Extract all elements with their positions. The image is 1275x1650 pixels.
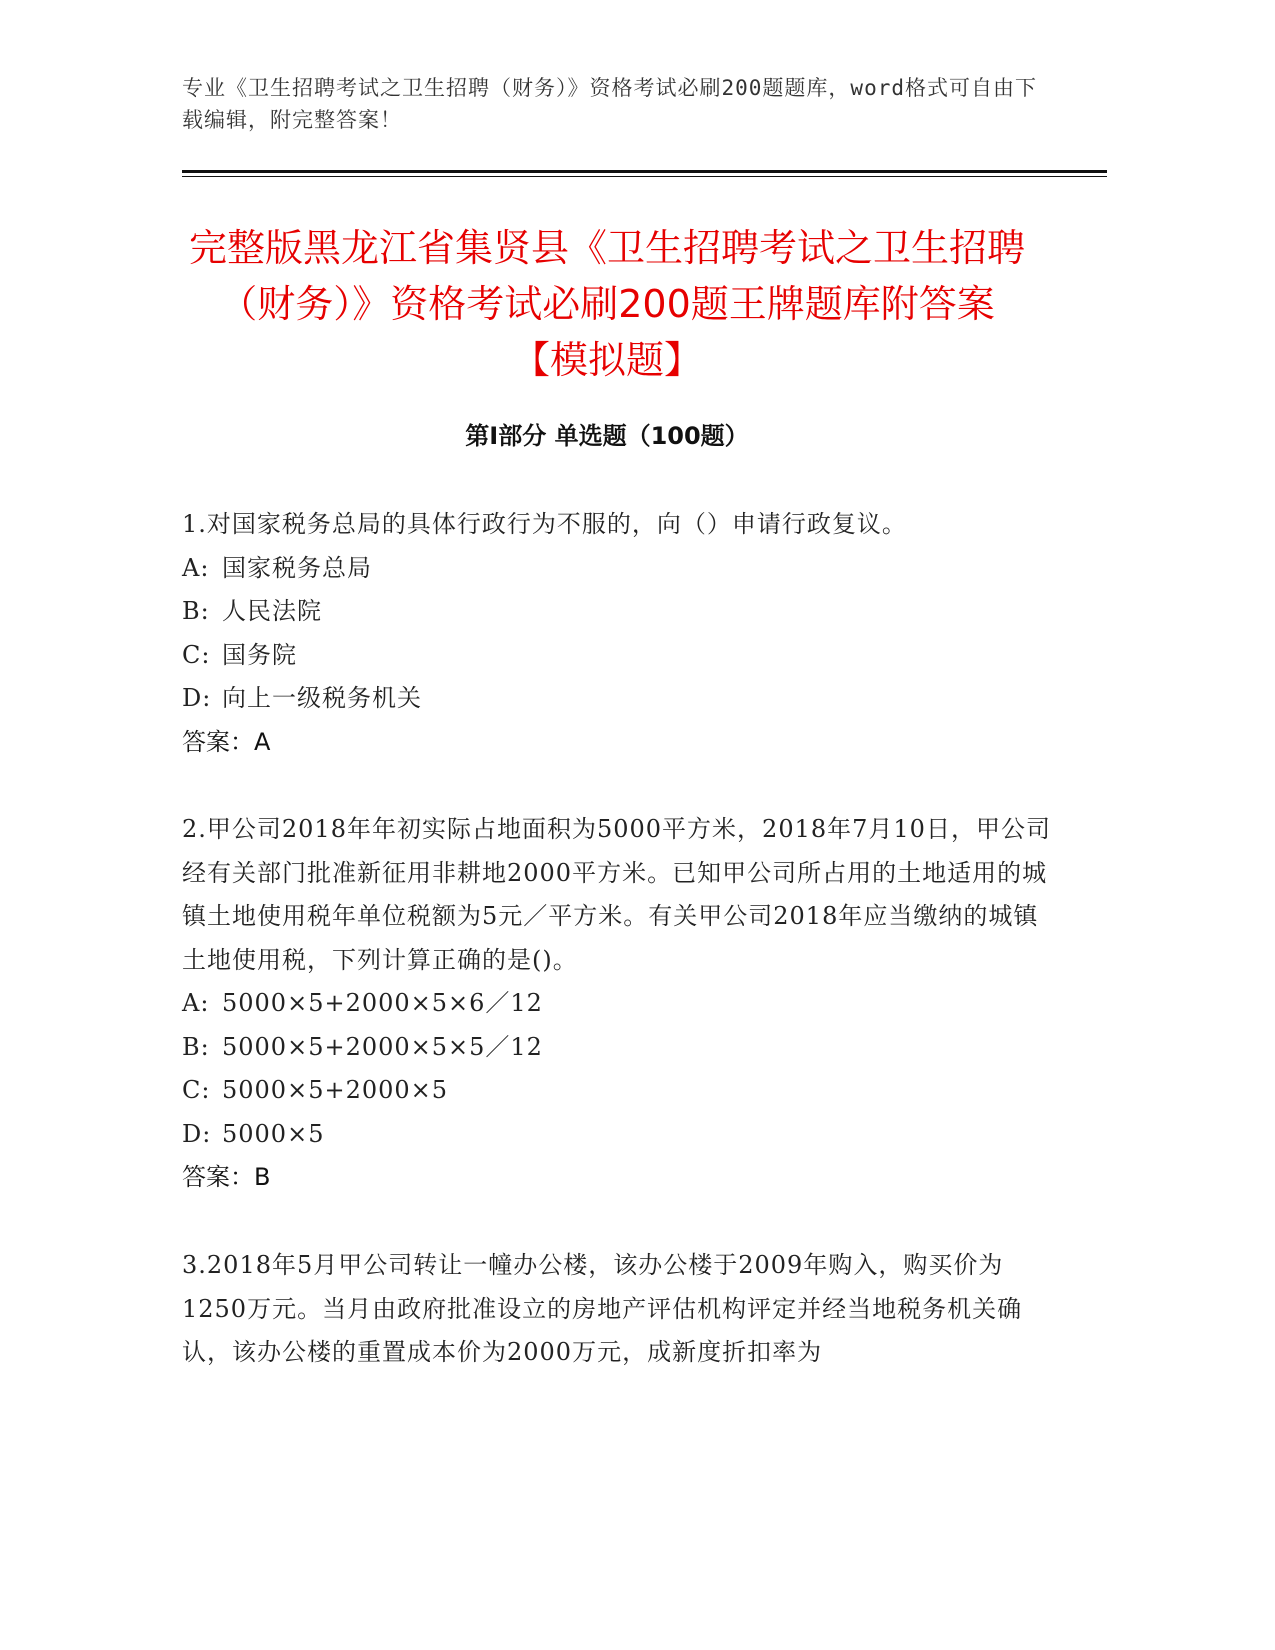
option-d (182, 1113, 1062, 1157)
question-stem: 3.2018年5月甲公司转让一幢办公楼，该办公楼于2009年购入，购买价为1250万元。当月由政府批准设立的房地产评估机构评定并经当地税务机关确认，该办公楼的重置成本价为2000万元，成新度折扣率为 (182, 1251, 1023, 1366)
question-stem: 2.甲公司2018年年初实际占地面积为5000平方米，2018年7月10日，甲公司经有关部门批准新征用非耕地2000平方米。已知甲公司所占用的土地适用的城镇土地使用税年单位税额为5元／平方米。有关甲公司2018年应当缴纳的城镇土地使用税，下列计算正确的是()。 (182, 815, 1051, 974)
option-letter: A: (182, 553, 210, 582)
option-a (182, 982, 1062, 1026)
header-rule-thin (182, 176, 1107, 177)
option-text: 国务院 (222, 640, 297, 669)
question-stem: 1.对国家税务总局的具体行政行为不服的，向（）申请行政复议。 (182, 510, 907, 538)
option-c (182, 1069, 1062, 1113)
answer-line: 答案：A (182, 727, 271, 756)
option-letter: C: (182, 640, 211, 669)
question-1 (182, 503, 1062, 764)
option-d (182, 677, 1062, 721)
header-rule-thick (182, 170, 1107, 173)
option-text: 人民法院 (222, 597, 322, 625)
option-letter: C: (182, 1076, 211, 1104)
option-a (182, 547, 1062, 591)
option-text: 5000×5+2000×5×5／12 (222, 1032, 543, 1061)
option-text: 5000×5 (222, 1119, 325, 1148)
header-note: 专业《卫生招聘考试之卫生招聘（财务）》资格考试必刷200题题库，word格式可自由下载编辑，附完整答案！ (182, 76, 1037, 132)
option-letter: B: (182, 597, 210, 625)
option-text: 国家税务总局 (222, 553, 372, 582)
document-title: 完整版黑龙江省集贤县《卫生招聘考试之卫生招聘（财务）》资格考试必刷200题王牌题库附答案【模拟题】 (188, 226, 1025, 382)
option-letter: D: (182, 684, 212, 712)
question-2 (182, 808, 1062, 1200)
option-c (182, 634, 1062, 678)
option-letter: D: (182, 1119, 212, 1148)
option-letter: A: (182, 989, 210, 1017)
answer-line: 答案：B (182, 1163, 271, 1191)
option-b (182, 1026, 1062, 1070)
section-heading: 第Ⅰ部分 单选题（100题） (465, 422, 749, 450)
option-text: 5000×5+2000×5×6／12 (222, 989, 543, 1017)
question-3 (182, 1244, 1062, 1375)
option-text: 5000×5+2000×5 (222, 1076, 449, 1104)
option-letter: B: (182, 1032, 210, 1061)
option-text: 向上一级税务机关 (222, 684, 422, 712)
option-b (182, 590, 1062, 634)
